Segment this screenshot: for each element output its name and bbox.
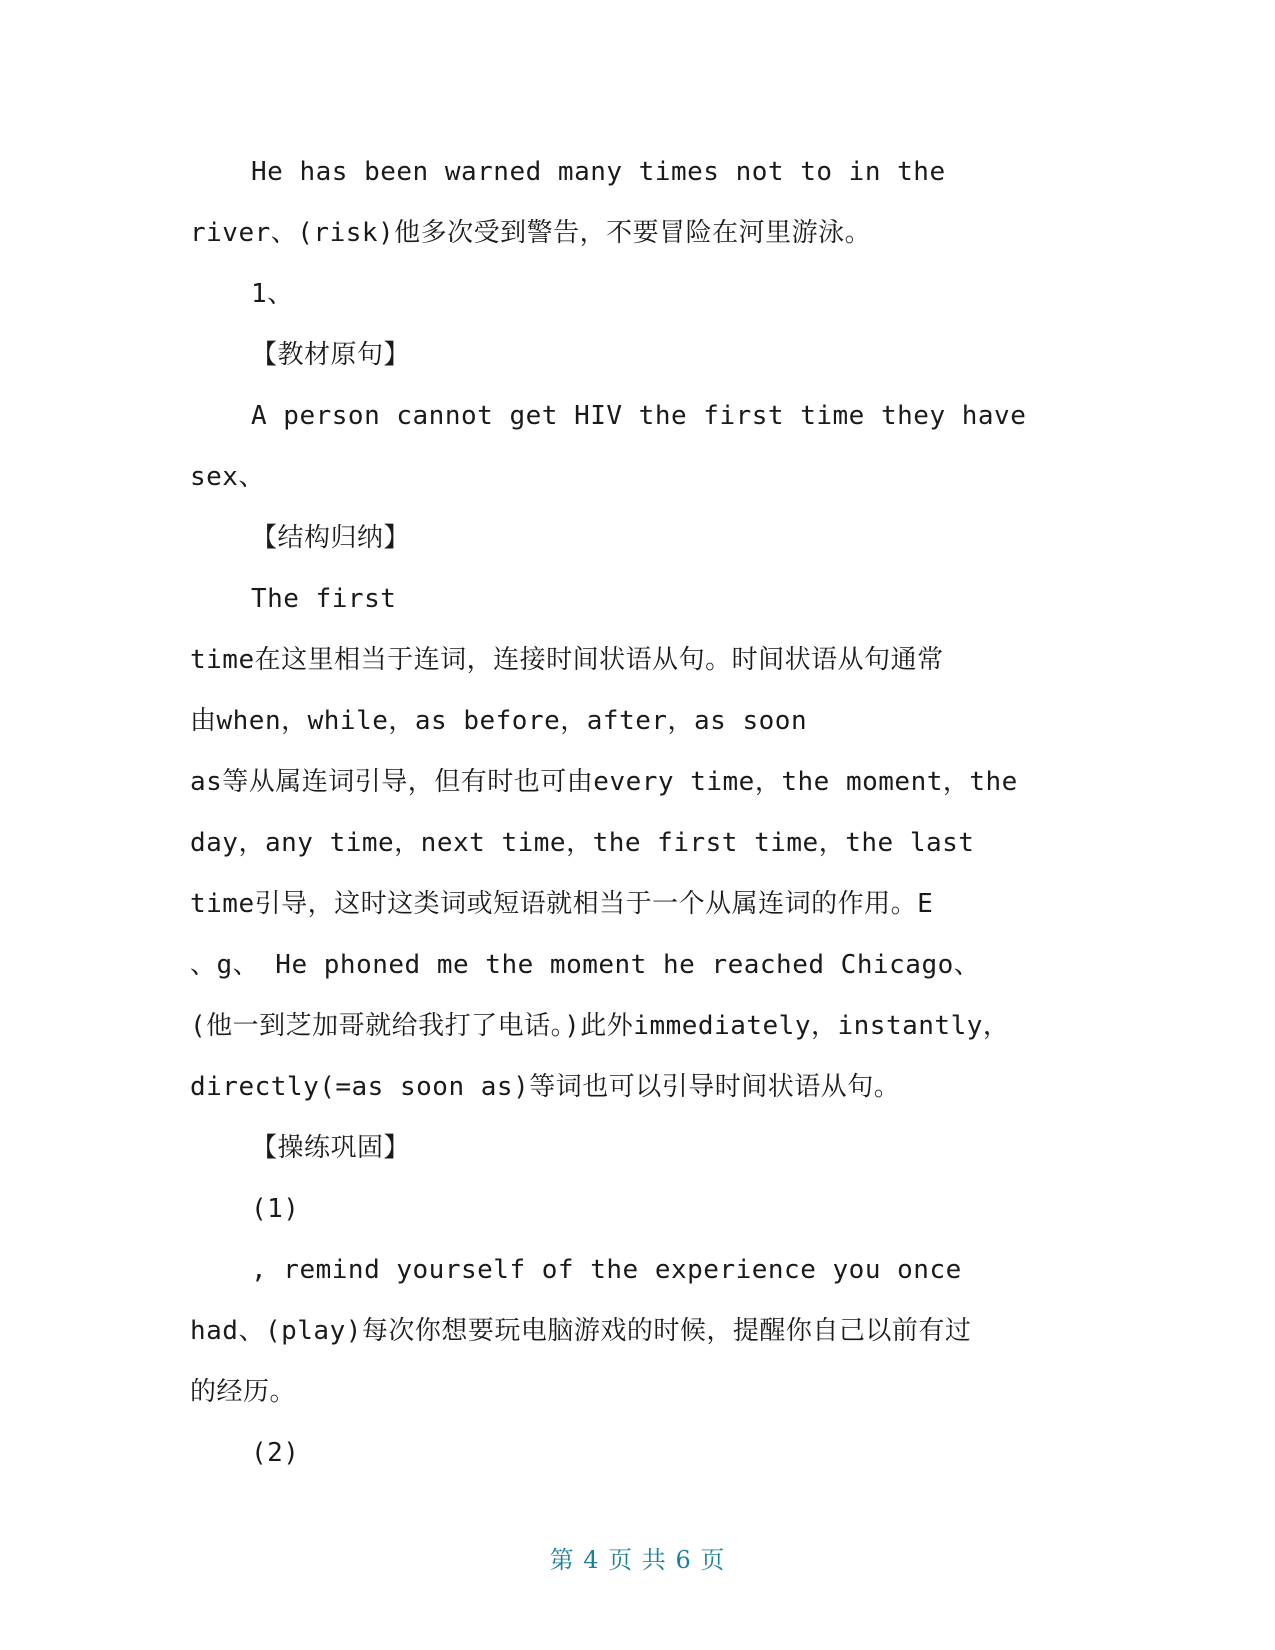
section-heading: 【结构归纳】 <box>251 523 411 553</box>
section-heading: 【操练巩固】 <box>251 1133 411 1163</box>
text-line: time在这里相当于连词，连接时间状语从句。时间状语从句通常 <box>190 645 944 675</box>
text-line: time引导，这时这类词或短语就相当于一个从属连词的作用。E <box>190 889 934 919</box>
text-line: 由when，while，as before，after，as soon <box>190 706 808 736</box>
text-line: The first <box>251 584 397 614</box>
text-line: He has been warned many times not to in the <box>251 157 946 187</box>
section-heading: 【教材原句】 <box>251 340 411 370</box>
text-line: had、(play)每次你想要玩电脑游戏的时候，提醒你自己以前有过 <box>190 1316 972 1346</box>
text-line: 的经历。 <box>190 1377 297 1407</box>
text-line: (他一到芝加哥就给我打了电话。)此外immediately，instantly， <box>190 1011 1010 1041</box>
text-line: directly(=as soon as)等词也可以引导时间状语从句。 <box>190 1072 901 1102</box>
item-number: (1) <box>251 1194 300 1224</box>
text-line: 、g、 He phoned me the moment he reached Chicago、 <box>190 950 981 980</box>
text-line: sex、 <box>190 462 265 492</box>
text-line: day，any time，next time，the first time，the last <box>190 828 975 858</box>
page-footer: 第 4 页 共 6 页 <box>549 1546 726 1574</box>
text-line: , remind yourself of the experience you once <box>251 1255 962 1285</box>
item-number: 1、 <box>251 279 294 309</box>
item-number: (2) <box>251 1438 300 1468</box>
text-line: river、(risk)他多次受到警告，不要冒险在河里游泳。 <box>190 218 872 248</box>
text-line: as等从属连词引导，但有时也可由every time，the moment，the <box>190 767 1018 797</box>
document-body <box>190 142 1090 1484</box>
text-line: A person cannot get HIV the first time they have <box>251 401 1027 431</box>
